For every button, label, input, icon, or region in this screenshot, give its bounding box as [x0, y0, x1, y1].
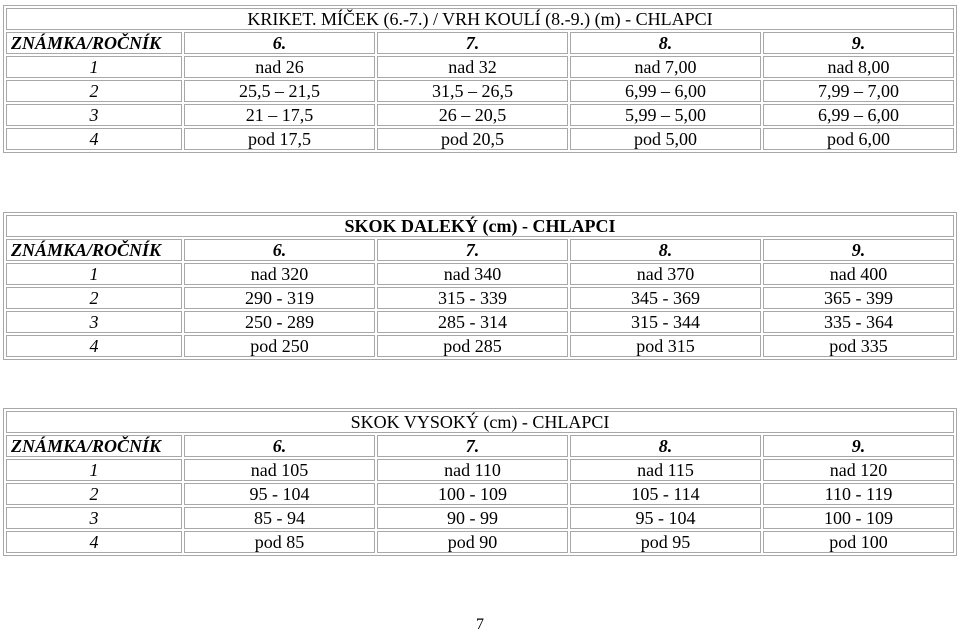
table-cell: 365 - 399 — [763, 287, 954, 309]
table-cell: nad 400 — [763, 263, 954, 285]
table-cell: nad 110 — [377, 459, 568, 481]
table-row — [6, 459, 954, 481]
header-cell: 8. — [570, 239, 761, 261]
header-cell: 9. — [763, 32, 954, 54]
grade-cell: 4 — [6, 531, 182, 553]
table-cell: nad 370 — [570, 263, 761, 285]
table-row — [6, 128, 954, 150]
header-row — [6, 32, 954, 54]
table-cell: 315 - 344 — [570, 311, 761, 333]
table-cell: 25,5 – 21,5 — [184, 80, 375, 102]
grade-cell: 2 — [6, 483, 182, 505]
table-cell: 6,99 – 6,00 — [570, 80, 761, 102]
page-number: 7 — [476, 616, 484, 633]
table-row — [6, 311, 954, 333]
grade-cell: 2 — [6, 287, 182, 309]
table-cell: pod 17,5 — [184, 128, 375, 150]
table-skok-vysoky — [3, 408, 957, 556]
header-cell: 6. — [184, 435, 375, 457]
header-cell: 9. — [763, 435, 954, 457]
header-cell: 6. — [184, 32, 375, 54]
table-cell: pod 90 — [377, 531, 568, 553]
table-cell: nad 120 — [763, 459, 954, 481]
grade-cell: 3 — [6, 104, 182, 126]
table-cell: pod 315 — [570, 335, 761, 357]
table-cell: 95 - 104 — [184, 483, 375, 505]
table-cell: 105 - 114 — [570, 483, 761, 505]
header-row — [6, 239, 954, 261]
table-skok-daleky — [3, 212, 957, 360]
table-title: SKOK VYSOKÝ (cm) - CHLAPCI — [6, 411, 954, 433]
table-cell: 95 - 104 — [570, 507, 761, 529]
header-cell: 9. — [763, 239, 954, 261]
header-cell: 7. — [377, 435, 568, 457]
table-cell: 26 – 20,5 — [377, 104, 568, 126]
table-row — [6, 263, 954, 285]
table-cell: 31,5 – 26,5 — [377, 80, 568, 102]
table-cell: nad 320 — [184, 263, 375, 285]
table-cell: pod 285 — [377, 335, 568, 357]
table-title: SKOK DALEKÝ (cm) - CHLAPCI — [6, 215, 954, 237]
table-cell: nad 8,00 — [763, 56, 954, 78]
grade-cell: 1 — [6, 56, 182, 78]
table-cell: nad 32 — [377, 56, 568, 78]
table-cell: 290 - 319 — [184, 287, 375, 309]
grade-cell: 2 — [6, 80, 182, 102]
table-cell: nad 7,00 — [570, 56, 761, 78]
header-cell: ZNÁMKA/ROČNÍK — [6, 435, 182, 457]
grade-cell: 1 — [6, 263, 182, 285]
table-cell: 5,99 – 5,00 — [570, 104, 761, 126]
grade-cell: 4 — [6, 128, 182, 150]
header-cell: 7. — [377, 239, 568, 261]
table-cell: pod 5,00 — [570, 128, 761, 150]
table-cell: 335 - 364 — [763, 311, 954, 333]
table-kriket-vrh-kouli — [3, 5, 957, 153]
table-cell: 110 - 119 — [763, 483, 954, 505]
table-cell: 7,99 – 7,00 — [763, 80, 954, 102]
table-cell: nad 26 — [184, 56, 375, 78]
table-cell: 21 – 17,5 — [184, 104, 375, 126]
header-cell: 8. — [570, 32, 761, 54]
table-cell: pod 250 — [184, 335, 375, 357]
header-cell: ZNÁMKA/ROČNÍK — [6, 239, 182, 261]
table-cell: pod 20,5 — [377, 128, 568, 150]
table-cell: 345 - 369 — [570, 287, 761, 309]
table-title: KRIKET. MÍČEK (6.-7.) / VRH KOULÍ (8.-9.) (m) - CHLAPCI — [6, 8, 954, 30]
table-cell: 90 - 99 — [377, 507, 568, 529]
table-cell: pod 95 — [570, 531, 761, 553]
header-cell: 6. — [184, 239, 375, 261]
grade-cell: 4 — [6, 335, 182, 357]
header-cell: 8. — [570, 435, 761, 457]
table-cell: nad 115 — [570, 459, 761, 481]
table-cell: 6,99 – 6,00 — [763, 104, 954, 126]
table-cell: 85 - 94 — [184, 507, 375, 529]
table-row — [6, 80, 954, 102]
table-row — [6, 507, 954, 529]
table-row — [6, 56, 954, 78]
header-cell: 7. — [377, 32, 568, 54]
table-row — [6, 335, 954, 357]
grade-cell: 1 — [6, 459, 182, 481]
table-cell: pod 335 — [763, 335, 954, 357]
header-cell: ZNÁMKA/ROČNÍK — [6, 32, 182, 54]
table-cell: pod 85 — [184, 531, 375, 553]
table-cell: 100 - 109 — [763, 507, 954, 529]
table-cell: 250 - 289 — [184, 311, 375, 333]
table-cell: pod 100 — [763, 531, 954, 553]
table-row — [6, 483, 954, 505]
table-cell: nad 340 — [377, 263, 568, 285]
grade-cell: 3 — [6, 311, 182, 333]
grade-cell: 3 — [6, 507, 182, 529]
table-row — [6, 531, 954, 553]
header-row — [6, 435, 954, 457]
table-cell: 285 - 314 — [377, 311, 568, 333]
table-cell: pod 6,00 — [763, 128, 954, 150]
table-row — [6, 104, 954, 126]
table-cell: nad 105 — [184, 459, 375, 481]
table-row — [6, 287, 954, 309]
table-cell: 100 - 109 — [377, 483, 568, 505]
table-cell: 315 - 339 — [377, 287, 568, 309]
